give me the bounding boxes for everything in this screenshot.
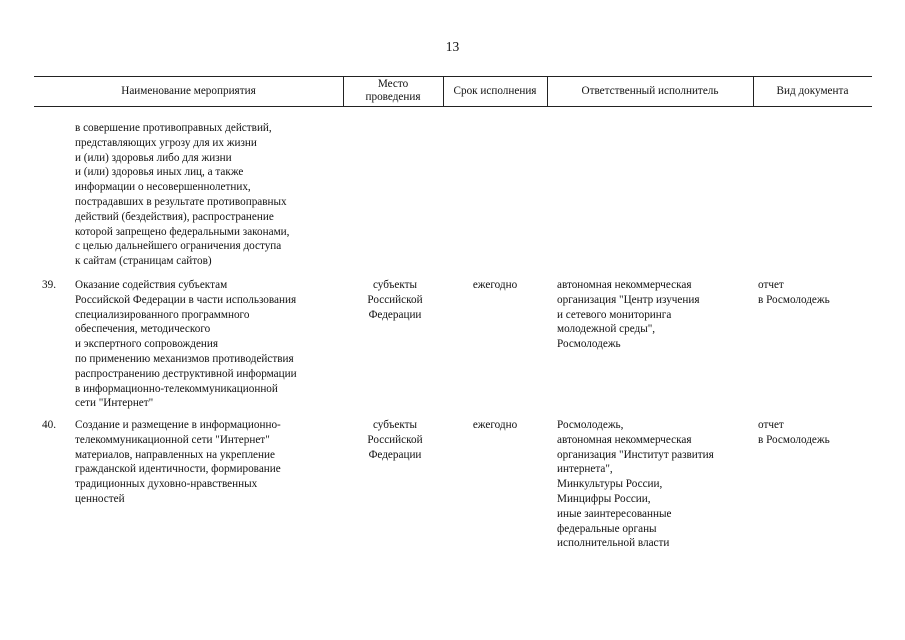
text-line: Федерации [368, 308, 422, 321]
text-line: ценностей [75, 492, 125, 505]
text-line: организация "Центр изучения [557, 293, 700, 306]
text-line: и (или) здоровья иных лиц, а также [75, 166, 244, 179]
text-line: по применению механизмов противодействия [75, 352, 294, 365]
text-line: федеральные органы [557, 522, 657, 535]
text-line: Минкультуры России, [557, 478, 663, 491]
text-line: которой запрещено федеральными законами, [75, 225, 290, 238]
text-line: представляющих угрозу для их жизни [75, 136, 257, 149]
header-doc: Вид документа [776, 84, 849, 97]
text-line: Российской Федерации в части использования [75, 293, 297, 306]
text-line: автономная некоммерческая [557, 279, 692, 291]
text-line: материалов, направленных на укрепление [75, 448, 275, 461]
text-line: традиционных духовно-нравственных [75, 478, 258, 491]
text-line: организация "Институт развития [557, 448, 714, 461]
text-line: действий (бездействия), распространение [75, 210, 274, 223]
row-doc [758, 278, 868, 308]
table-header-bottom-rule [34, 106, 872, 107]
text-line: в Росмолодежь [758, 433, 830, 446]
text-line: пострадавших в результате противоправных [75, 195, 287, 208]
text-line: обеспечения, методического [75, 323, 211, 336]
text-line: Российской [367, 433, 423, 446]
text-line: в Росмолодежь [758, 293, 830, 306]
text-line: и экспертного сопровождения [75, 338, 219, 351]
text-line: отчет [758, 279, 784, 291]
header-executor: Ответственный исполнитель [581, 84, 719, 97]
text-line: специализированного программного [75, 308, 250, 321]
text-line: и сетевого мониторинга [557, 308, 672, 321]
row-executor [557, 278, 757, 352]
text-line: молодежной среды", [557, 323, 656, 336]
row-executor [557, 418, 757, 551]
text-line: Оказание содействия субъектам [75, 279, 228, 291]
text-line: Федерации [368, 448, 422, 461]
text-line: Росмолодежь [557, 338, 621, 351]
row-term: ежегодно [472, 419, 518, 431]
row-name [75, 278, 340, 411]
text-line: к сайтам (страницам сайтов) [75, 255, 212, 268]
header-place-line: проведения [365, 91, 421, 103]
row-name [75, 418, 340, 507]
text-line: в совершение противоправных действий, [75, 122, 272, 134]
row-doc [758, 418, 868, 448]
text-line: с целью дальнейшего ограничения доступа [75, 240, 282, 253]
text-line: распространению деструктивной информации [75, 367, 297, 380]
row-place [348, 418, 442, 462]
text-line: субъекты [372, 279, 418, 291]
text-line: информации о несовершеннолетних, [75, 181, 251, 194]
text-line: и (или) здоровья либо для жизни [75, 151, 232, 164]
row-place [348, 278, 442, 322]
text-line: телекоммуникационной сети "Интернет" [75, 433, 270, 446]
text-line: Создание и размещение в информационно- [75, 419, 281, 431]
text-line: субъекты [372, 419, 418, 431]
row-number: 39. [42, 279, 56, 291]
page-number: 13 [445, 39, 460, 54]
continuation-name [75, 121, 340, 269]
text-line: Минцифры России, [557, 492, 651, 505]
header-name: Наименование мероприятия [121, 84, 256, 97]
text-line: автономная некоммерческая [557, 433, 692, 446]
text-line: иные заинтересованные [557, 507, 672, 520]
text-line: гражданской идентичности, формирование [75, 463, 281, 476]
row-number: 40. [42, 419, 56, 431]
text-line: Росмолодежь, [557, 419, 624, 431]
text-line: отчет [758, 419, 784, 431]
text-line: сети "Интернет" [75, 397, 154, 410]
header-term: Срок исполнения [453, 84, 537, 97]
header-place-line: Место [377, 78, 409, 90]
text-line: в информационно-телекоммуникационной [75, 382, 278, 395]
header-place [343, 76, 443, 106]
text-line: интернета", [557, 463, 613, 476]
text-line: Российской [367, 293, 423, 306]
row-term: ежегодно [472, 279, 518, 291]
text-line: исполнительной власти [557, 537, 670, 550]
